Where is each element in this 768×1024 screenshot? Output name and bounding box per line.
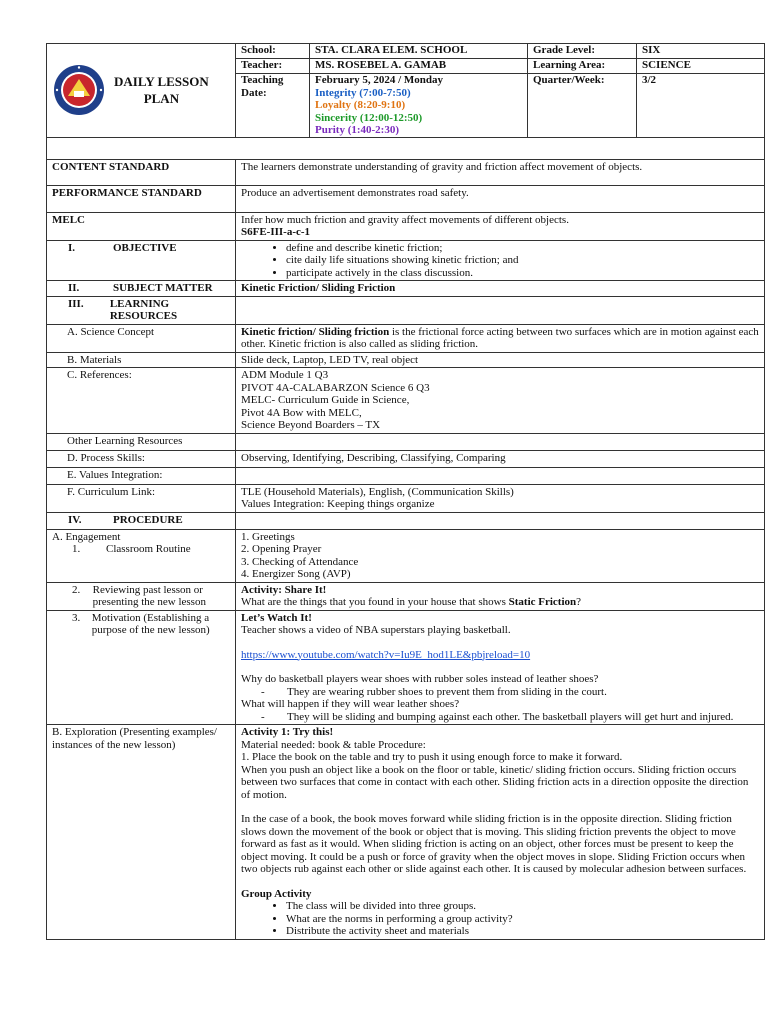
exploration-cell (236, 725, 765, 940)
motivation-text: Teacher shows a video of NBA superstars playing basketball. (241, 624, 511, 636)
spacer-row (47, 137, 765, 159)
school-label: School: (236, 44, 310, 59)
procedure-heading (47, 512, 236, 529)
procedure-cell (236, 512, 765, 529)
teaching-date-cell (310, 74, 528, 138)
content-standard-text: The learners demonstrate understanding of gravity and friction affect movement of objects. (236, 159, 765, 185)
list-item: Science Beyond Boarders – TX (241, 419, 381, 431)
motivation-answer-1: - They are wearing rubber shoes to prevent them from sliding in the court. (261, 686, 759, 699)
school-seal-icon (52, 63, 106, 117)
list-item: • The class will be divided into three groups. (286, 900, 759, 913)
curriculum-link-line2: Values Integration: Keeping things organize (241, 498, 435, 510)
motivation-title: Let’s Watch It! (241, 611, 312, 624)
section-purity: Purity (1:40-2:30) (315, 124, 400, 136)
motivation-question-1: Why do basketball players wear shoes with rubber soles instead of leather shoes? (241, 673, 599, 685)
procedure-label: PROCEDURE (113, 513, 183, 526)
exploration-para1: When you push an object like a book on the floor or table, kinetic/ sliding friction occurs. Sliding friction occurs between two surfaces that come in contact with each other. Sliding friction acts in a direction opposite the direction of motion. (241, 763, 749, 801)
list-item: • define and describe kinetic friction; (286, 242, 759, 255)
list-item: • cite daily life situations showing kinetic friction; and (286, 254, 759, 267)
science-concept-label: A. Science Concept (47, 324, 236, 352)
objective-list (241, 242, 759, 280)
process-skills-label: D. Process Skills: (47, 450, 236, 467)
melc-cell (236, 212, 765, 240)
references-cell (236, 368, 765, 434)
grade-value: SIX (637, 44, 765, 59)
teaching-date-value: February 5, 2024 / Monday (315, 74, 444, 86)
subject-matter-text: Kinetic Friction/ Sliding Friction (236, 281, 765, 297)
video-link[interactable]: https://www.youtube.com/watch?v=Iu9E_hod1LE&pbjreload=10 (241, 648, 531, 661)
list-item: MELC- Curriculum Guide in Science, (241, 394, 410, 406)
values-integration-cell (236, 467, 765, 484)
exploration-label-cell (47, 725, 236, 940)
objective-cell (236, 240, 765, 281)
subject-matter-label: SUBJECT MATTER (113, 282, 213, 294)
melc-text: Infer how much friction and gravity affect movements of different objects. (241, 213, 569, 226)
engagement-sub-label: Classroom Routine (106, 543, 191, 555)
section-integrity: Integrity (7:00-7:50) (315, 86, 411, 99)
list-item: • Distribute the activity sheet and materials (286, 925, 759, 938)
curriculum-link-label: F. Curriculum Link: (47, 484, 236, 512)
science-concept-cell (236, 324, 765, 352)
reviewing-label: Reviewing past lesson or presenting the new lesson (92, 583, 206, 608)
list-item: 3. Checking of Attendance (241, 555, 359, 568)
motivation-answer-2: - They will be sliding and bumping against each other. The basketball players will get hurt and injured. (261, 711, 759, 724)
science-concept-term: Kinetic friction/ Sliding friction (241, 325, 390, 338)
curriculum-link-cell (236, 484, 765, 512)
science-concept-text: is the frictional force acting between two surfaces which are in motion against each other. Kinetic friction is also called as sliding friction. (241, 325, 759, 350)
list-item: 4. Energizer Song (AVP) (241, 568, 351, 580)
list-item: • What are the norms in performing a group activity? (286, 913, 759, 926)
quarter-value: 3/2 (637, 74, 765, 138)
reviewing-cell (236, 582, 765, 610)
melc-code: S6FE-III-a-c-1 (241, 226, 311, 238)
section-sincerity: Sincerity (12:00-12:50) (315, 111, 423, 124)
grade-label: Grade Level: (528, 44, 637, 59)
exploration-title: Activity 1: Try this! (241, 726, 334, 738)
performance-standard-text: Produce an advertisement demonstrates road safety. (236, 185, 765, 212)
materials-text: Slide deck, Laptop, LED TV, real object (236, 352, 765, 368)
reviewing-question: What are the things that you found in your house that shows Static Friction? (241, 596, 582, 608)
references-label: C. References: (47, 368, 236, 434)
content-standard-label: CONTENT STANDARD (47, 159, 236, 185)
learning-resources-num: III. (68, 297, 84, 310)
objective-heading (47, 240, 236, 281)
objective-num: I. (68, 241, 76, 254)
engagement-cell (236, 529, 765, 582)
list-item: • participate actively in the class discussion. (286, 267, 759, 280)
procedure-num: IV. (68, 513, 82, 526)
learning-resources-cell (236, 296, 765, 324)
learning-area-value: SCIENCE (637, 59, 765, 74)
materials-label: B. Materials (47, 352, 236, 368)
motivation-label: Motivation (Establishing a purpose of the new lesson) (91, 611, 210, 636)
exploration-para2: In the case of a book, the book moves forward while sliding friction is in the opposite direction. Sliding friction slows down the movement of the book or object that is moving. This sliding friction prevents the object to move forward as fast as it would. When sliding friction is acting on an object, other forces must be present to keep the object moving. It could be a push or force of gravity when the object moves in slope. Sliding Friction occurs when two objects rub against each other or slide against each other. It is caused by molecular adhesion between surfaces. (241, 813, 747, 875)
objective-label: OBJECTIVE (113, 241, 177, 254)
exploration-label: B. Exploration (Presenting examples/ instances of the new lesson) (52, 726, 217, 751)
list-item: 2. Opening Prayer (241, 543, 322, 555)
teacher-label: Teacher: (236, 59, 310, 74)
motivation-num: 3. (72, 611, 81, 624)
engagement-label: A. Engagement (52, 530, 121, 543)
teaching-date-label: Teaching Date: (236, 74, 310, 138)
lesson-plan-page (46, 43, 764, 940)
section-loyalty: Loyalty (8:20-9:10) (315, 99, 406, 111)
list-item: 1. Greetings (241, 530, 295, 543)
reviewing-title: Activity: Share It! (241, 583, 327, 596)
quarter-label: Quarter/Week: (528, 74, 637, 138)
document-title: DAILY LESSON PLAN (114, 74, 209, 106)
motivation-cell (236, 610, 765, 725)
other-resources-label: Other Learning Resources (47, 433, 236, 450)
exploration-line1: Material needed: book & table Procedure: (241, 738, 426, 751)
curriculum-link-line1: TLE (Household Materials), English, (Communication Skills) (241, 485, 514, 498)
process-skills-text: Observing, Identifying, Describing, Classifying, Comparing (236, 450, 765, 467)
learning-area-label: Learning Area: (528, 59, 637, 74)
engagement-label-cell (47, 529, 236, 582)
learning-resources-heading (47, 296, 236, 324)
other-resources-cell (236, 433, 765, 450)
group-activity-list (241, 900, 759, 938)
list-item: Pivot 4A Bow with MELC, (241, 406, 362, 419)
engagement-sub-num: 1. (72, 543, 81, 555)
performance-standard-label: PERFORMANCE STANDARD (47, 185, 236, 212)
header-logo-cell (47, 44, 236, 138)
reviewing-label-cell (47, 582, 236, 610)
values-integration-label: E. Values Integration: (47, 467, 236, 484)
list-item: PIVOT 4A-CALABARZON Science 6 Q3 (241, 381, 430, 394)
group-activity-title: Group Activity (241, 887, 312, 900)
melc-label: MELC (47, 212, 236, 240)
subject-matter-heading (47, 281, 236, 297)
lesson-plan-table (46, 43, 765, 940)
teacher-value: MS. ROSEBEL A. GAMAB (310, 59, 528, 74)
motivation-label-cell (47, 610, 236, 725)
subject-matter-num: II. (68, 282, 80, 294)
school-value: STA. CLARA ELEM. SCHOOL (310, 44, 528, 59)
learning-resources-label: LEARNING RESOURCES (109, 297, 178, 322)
motivation-question-2: What will happen if they will wear leather shoes? (241, 698, 460, 710)
exploration-line2: 1. Place the book on the table and try to push it using enough force to make it forward. (241, 751, 623, 763)
reviewing-num: 2. (72, 583, 81, 596)
list-item: ADM Module 1 Q3 (241, 369, 329, 381)
